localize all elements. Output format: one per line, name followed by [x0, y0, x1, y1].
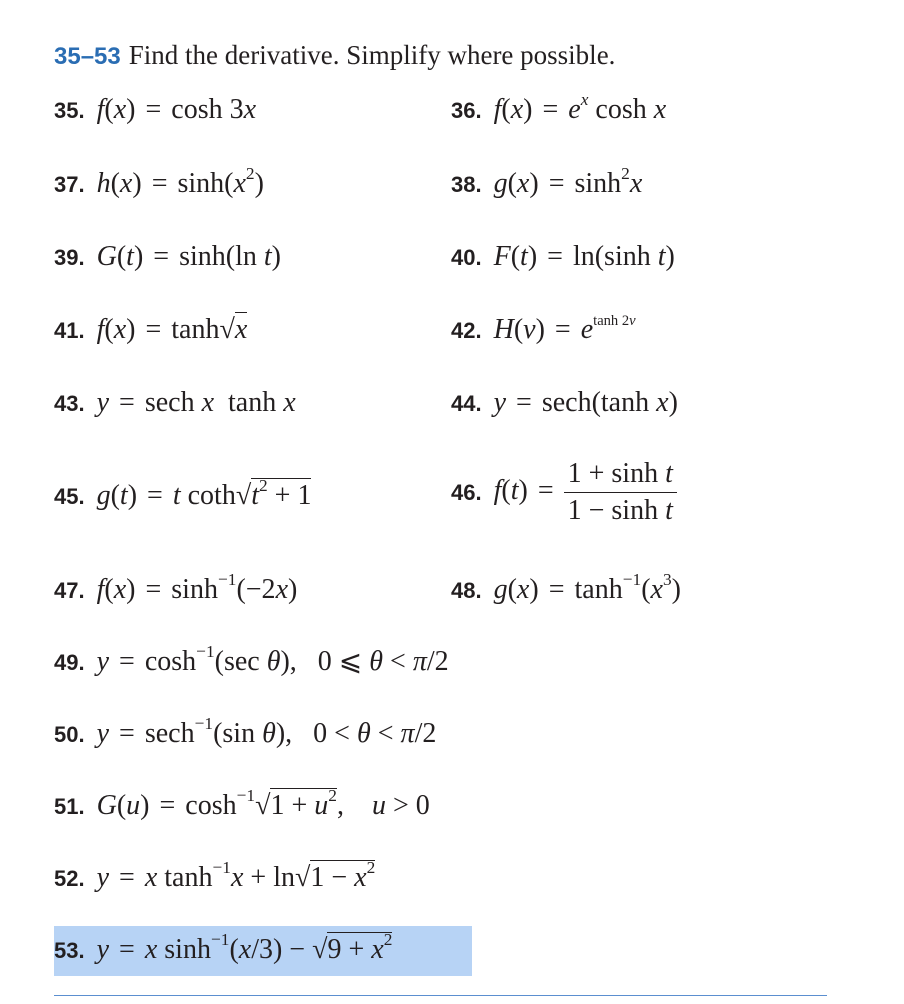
- problem-48: [451, 569, 681, 605]
- problem-expression: F(t) = ln(sinh t): [493, 241, 675, 272]
- problem-number: 45.: [54, 484, 85, 509]
- problem-number: 44.: [451, 391, 482, 416]
- problem-number: 38.: [451, 172, 482, 197]
- problem-42: [451, 313, 636, 345]
- problem-number: 35.: [54, 98, 85, 123]
- problem-expression: $G(u) = \cosh^{-1}√1 + u^2$, u > 0: [96, 785, 430, 821]
- problem-36: [451, 89, 667, 125]
- problem-number: 50.: [54, 722, 85, 747]
- problem-expression: y = sech$^{-1}$(sin θ), 0 < θ < π/2: [96, 713, 437, 749]
- problem-expression: $g(x) = \tanh^{-1}(x^3)$: [493, 569, 681, 605]
- problem-43: [54, 389, 296, 417]
- problem-number: 51.: [54, 794, 85, 819]
- problem-47: [54, 569, 298, 605]
- problem-number: 48.: [451, 578, 482, 603]
- problem-number: 39.: [54, 245, 85, 270]
- problem-expression: $h(x) = \sinh(x^2)$: [96, 163, 264, 199]
- problem-49: [54, 641, 449, 677]
- problem-number: 36.: [451, 98, 482, 123]
- problem-expression: y = x $\tanh^{-1}x + \ln√1 - x^2$: [96, 857, 376, 893]
- problem-expression: $f(x) = \sinh^{-1}(-2x)$: [96, 569, 298, 605]
- problem-38: [451, 163, 643, 199]
- problem-46: [451, 460, 677, 525]
- instruction-text: Find the derivative. Simplify where possible.: [128, 40, 616, 70]
- problem-44: [451, 389, 678, 417]
- section-header: [54, 40, 615, 71]
- problem-41: [54, 316, 247, 344]
- problem-expression: G(t) = sinh(ln t): [96, 241, 281, 272]
- problem-35: [54, 96, 256, 124]
- problem-53[interactable]: [54, 929, 393, 965]
- problem-37: [54, 163, 264, 199]
- problem-number: 37.: [54, 172, 85, 197]
- problem-number: 42.: [451, 318, 482, 343]
- problem-number: 47.: [54, 578, 85, 603]
- bottom-divider: [54, 995, 827, 996]
- problem-expression: y = sech(tanh x): [493, 387, 678, 418]
- problem-range: 35–53: [54, 43, 121, 70]
- problem-39: [54, 243, 281, 271]
- problem-45: [54, 475, 312, 511]
- problem-expression: g(t) = t $\cot h√t^2 + 1$: [96, 475, 312, 511]
- problem-number: 43.: [54, 391, 85, 416]
- problem-expression: $g(x) = \sinh^2x$: [493, 163, 643, 199]
- problem-expression: f(x) = cosh 3x: [96, 94, 257, 125]
- problem-number: 49.: [54, 650, 85, 675]
- problem-expression: f(t) = $\frac{\text{1 + sinh t}}{\text{1 − sinh t}}$: [494, 460, 677, 525]
- problem-expression: $y = \cosh^{-1}(\sec$ θ), 0 ⩽ θ < π/2: [96, 641, 449, 677]
- problem-40: [451, 243, 675, 271]
- problem-50: [54, 713, 437, 749]
- problem-expression: y = sech x tanh x: [96, 387, 296, 418]
- problem-number: 41.: [54, 318, 85, 343]
- problem-number: 46.: [451, 479, 482, 505]
- problem-number: 52.: [54, 866, 85, 891]
- problem-number: 40.: [451, 245, 482, 270]
- problem-expression: $f(x) = e^x$ cosh x: [493, 89, 667, 125]
- problem-52: [54, 857, 376, 893]
- problem-number: 53.: [54, 938, 85, 963]
- problem-51: [54, 785, 430, 821]
- problem-expression: y = x $\sinh^{-1}(x/3) - √9 + x^2$: [96, 929, 393, 965]
- problem-expression: $H(v) = e^{tanh 2v}$: [493, 313, 636, 345]
- problem-expression: f(x) = tanh√x: [96, 314, 248, 345]
